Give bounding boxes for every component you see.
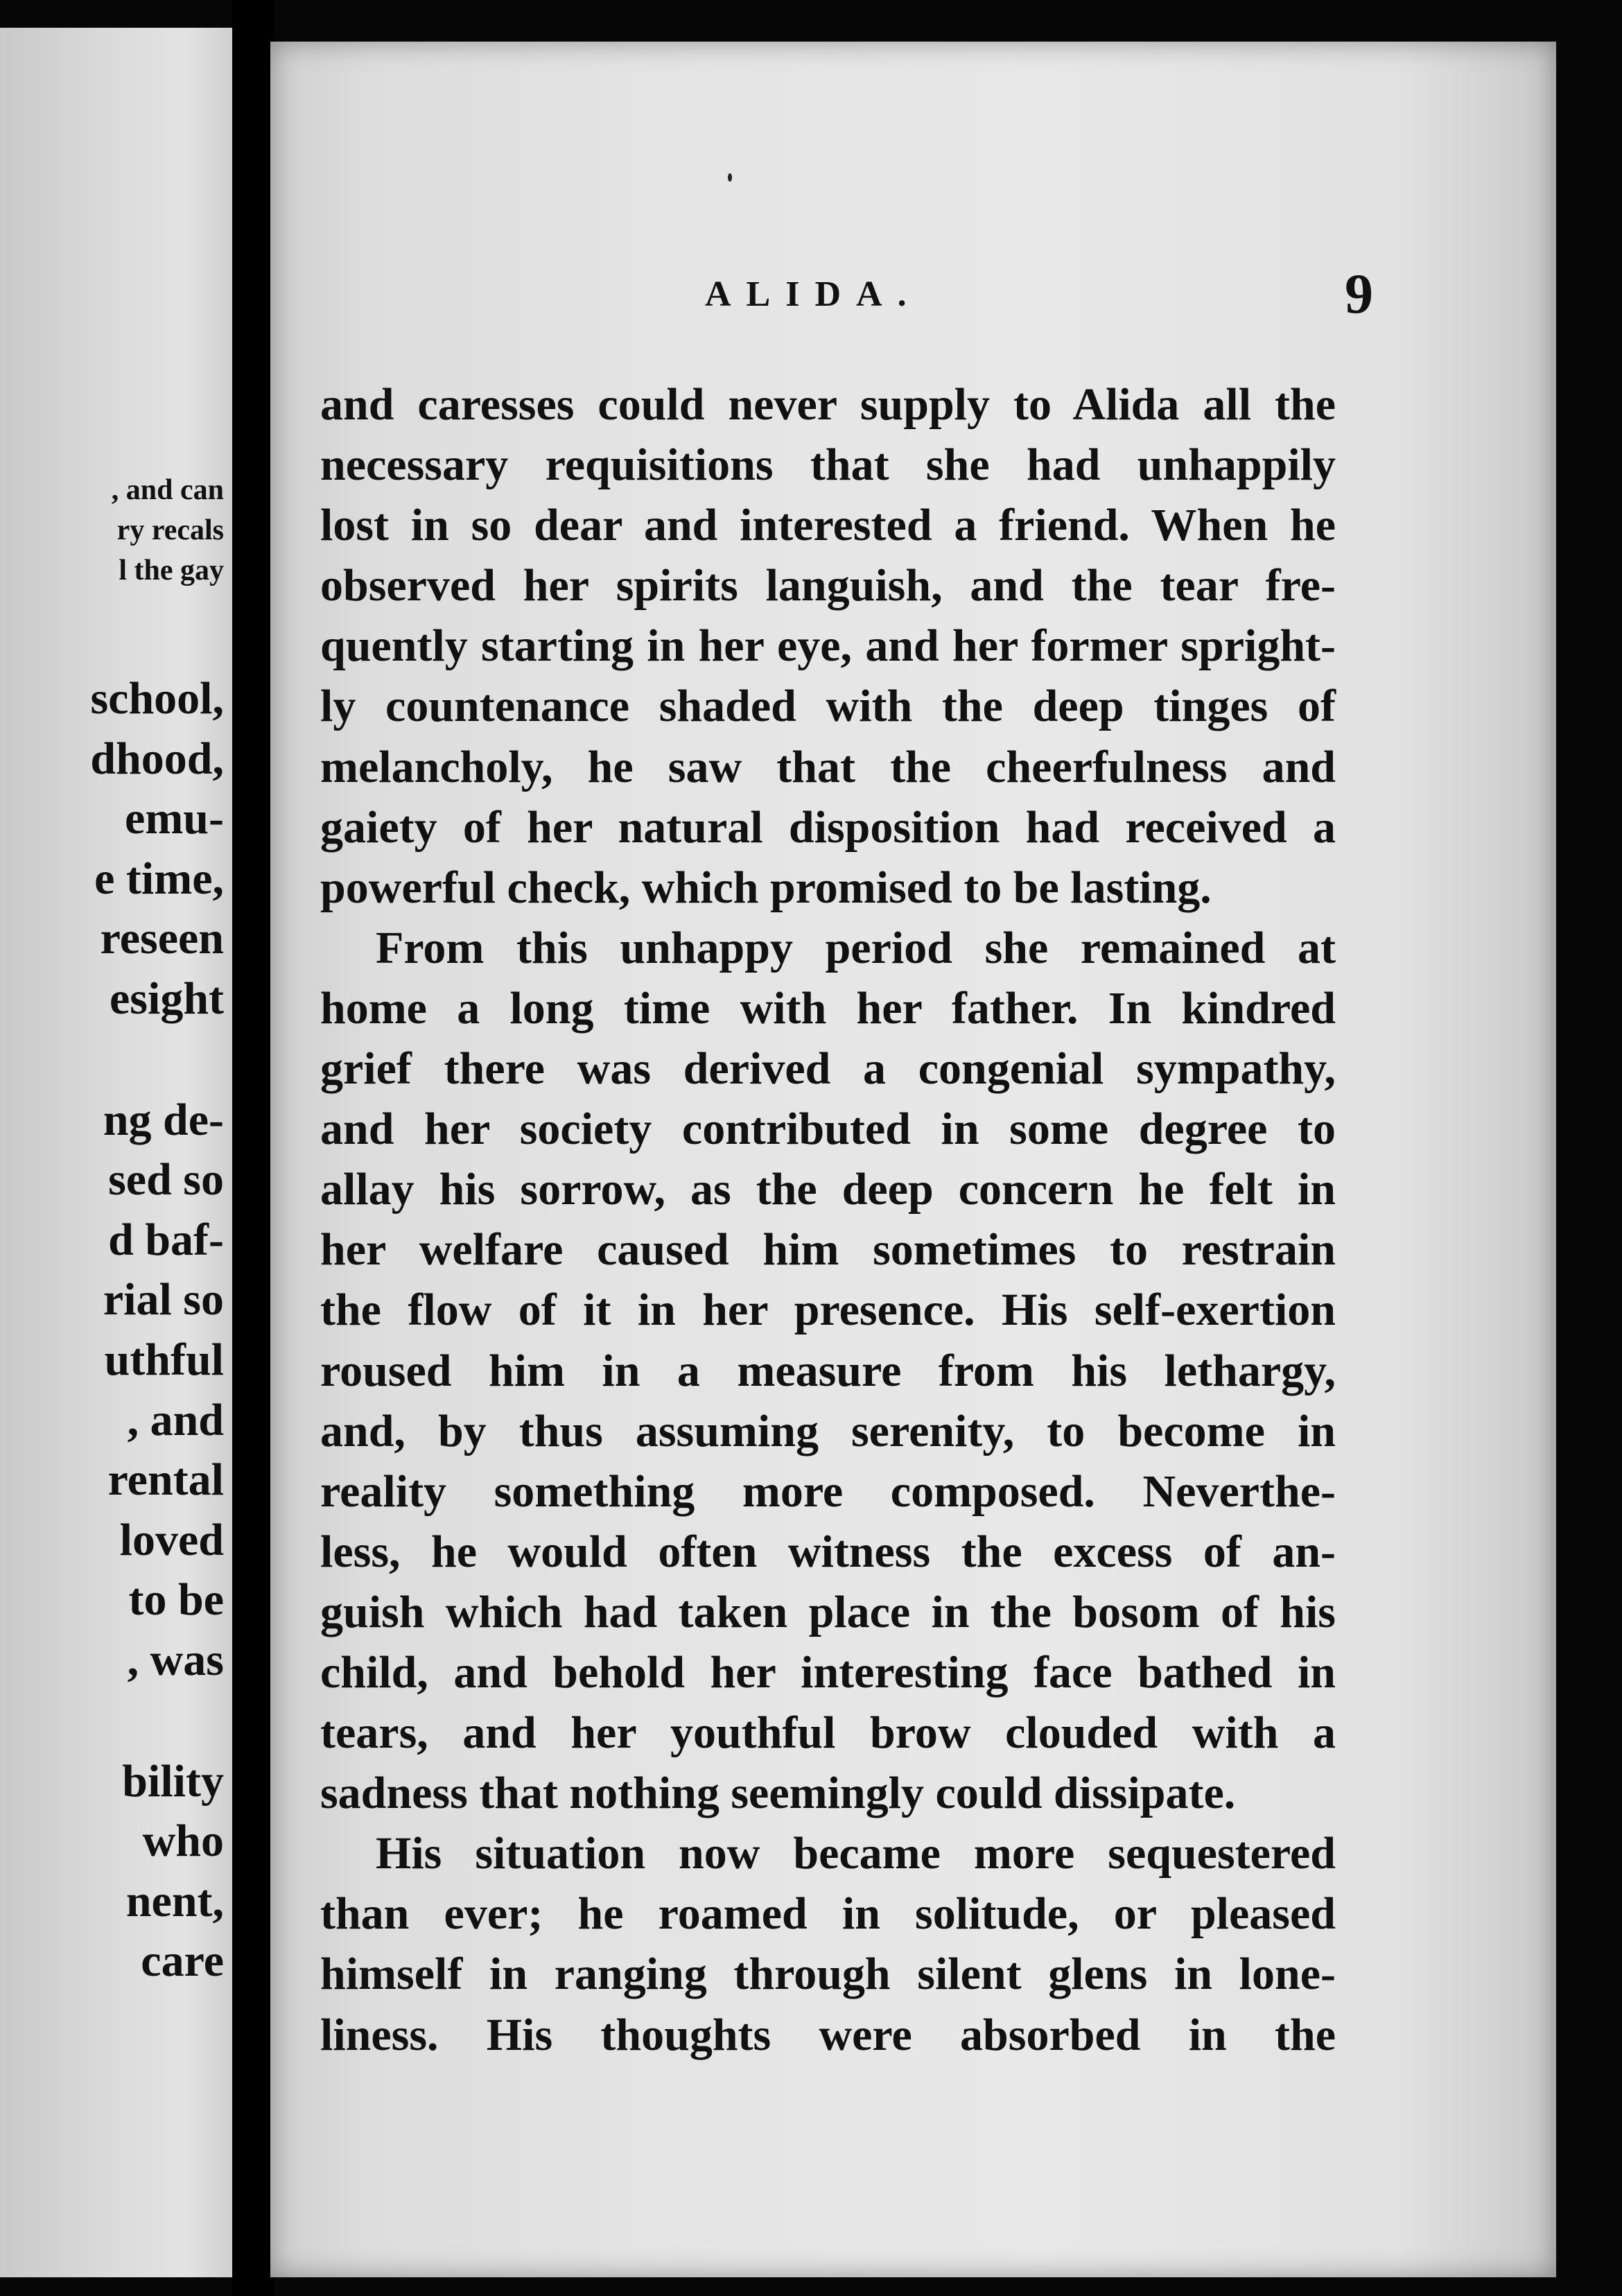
text-line: and, by thus assuming serenity, to become in — [320, 1405, 1336, 1456]
fragment-line: uthful — [104, 1334, 224, 1385]
text-line: lost in so dear and interested a friend. When he — [320, 500, 1336, 551]
ink-speck — [728, 173, 732, 182]
fragment-line: l the gay — [119, 555, 224, 586]
running-head — [270, 262, 1556, 325]
fragment-line: sed so — [108, 1154, 224, 1206]
text-line: gaiety of her natural disposition had received a — [320, 801, 1336, 853]
previous-page-edge — [0, 28, 232, 2277]
fragment-line: care — [141, 1936, 224, 1987]
text-line: From this unhappy period she remained at — [376, 922, 1336, 973]
fragment-line: to be — [128, 1574, 224, 1626]
fragment-line: , and can — [111, 474, 224, 506]
text-line: home a long time with her father. In kindred — [320, 982, 1336, 1034]
text-line: liness. His thoughts were absorbed in the — [320, 2009, 1336, 2060]
text-line: powerful check, which promised to be lasting. — [320, 862, 1212, 913]
text-line: tears, and her youthful brow clouded with a — [320, 1707, 1336, 1759]
fragment-gap — [0, 1029, 224, 1090]
fragment-line: who — [142, 1816, 224, 1867]
fragment-line: nent, — [125, 1875, 224, 1927]
text-line: necessary requisitions that she had unhappily — [320, 440, 1336, 491]
fragment-line: school, — [90, 673, 224, 724]
text-line: roused him in a measure from his lethargy, — [320, 1345, 1336, 1396]
text-line: grief there was derived a congenial sympathy, — [320, 1043, 1336, 1095]
text-line: guish which had taken place in the bosom of his — [320, 1586, 1336, 1637]
fragment-gap — [0, 1691, 224, 1752]
text-line: observed her spirits languish, and the tear fre- — [320, 560, 1336, 611]
fragment-line: , and — [127, 1394, 224, 1445]
fragment-line: rial so — [103, 1274, 224, 1325]
fragment-line: , was — [127, 1634, 224, 1685]
fragment-line: ry recals — [116, 514, 224, 546]
body-text — [320, 374, 1336, 2065]
text-line: reality something more composed. Neverthe- — [320, 1466, 1336, 1517]
fragment-line: e time, — [94, 853, 224, 904]
text-line: melancholy, he saw that the cheerfulness and — [320, 741, 1336, 792]
fragment-line: esight — [110, 973, 224, 1024]
text-line: sadness that nothing seemingly could dissipate. — [320, 1768, 1236, 1819]
text-line: himself in ranging through silent glens in lone- — [320, 1949, 1336, 2000]
fragment-line: d baf- — [108, 1214, 224, 1265]
text-line: His situation now became more sequestered — [376, 1828, 1336, 1879]
fragment-line: ng de- — [103, 1094, 224, 1145]
text-line: child, and behold her interesting face bathed in — [320, 1646, 1336, 1698]
text-line: allay his sorrow, as the deep concern he felt in — [320, 1164, 1336, 1215]
previous-page-text-fragments — [0, 669, 224, 1992]
text-line: less, he would often witness the excess of an- — [320, 1526, 1336, 1577]
fragment-line: emu- — [125, 793, 224, 844]
text-line: quently starting in her eye, and her former spright- — [320, 620, 1336, 672]
fragment-line: rental — [107, 1454, 224, 1506]
text-line: and her society contributed in some degree to — [320, 1104, 1336, 1155]
running-head-title: ALIDA. — [705, 275, 922, 314]
text-line: her welfare caused him sometimes to restrain — [320, 1224, 1336, 1276]
text-line: ly countenance shaded with the deep tinges of — [320, 681, 1336, 732]
text-line: than ever; he roamed in solitude, or pleased — [320, 1888, 1336, 1940]
text-line: and caresses could never supply to Alida all the — [320, 379, 1336, 430]
text-line: the flow of it in her presence. His self-exertion — [320, 1285, 1336, 1336]
fragment-line: bility — [122, 1755, 224, 1807]
fragment-line: dhood, — [90, 733, 224, 784]
book-gutter — [232, 0, 274, 2296]
page-number: 9 — [1345, 262, 1373, 325]
fragment-line: loved — [119, 1514, 224, 1565]
book-page — [270, 42, 1556, 2277]
previous-page-footnote-fragments — [2, 470, 224, 591]
fragment-line: reseen — [100, 913, 224, 964]
